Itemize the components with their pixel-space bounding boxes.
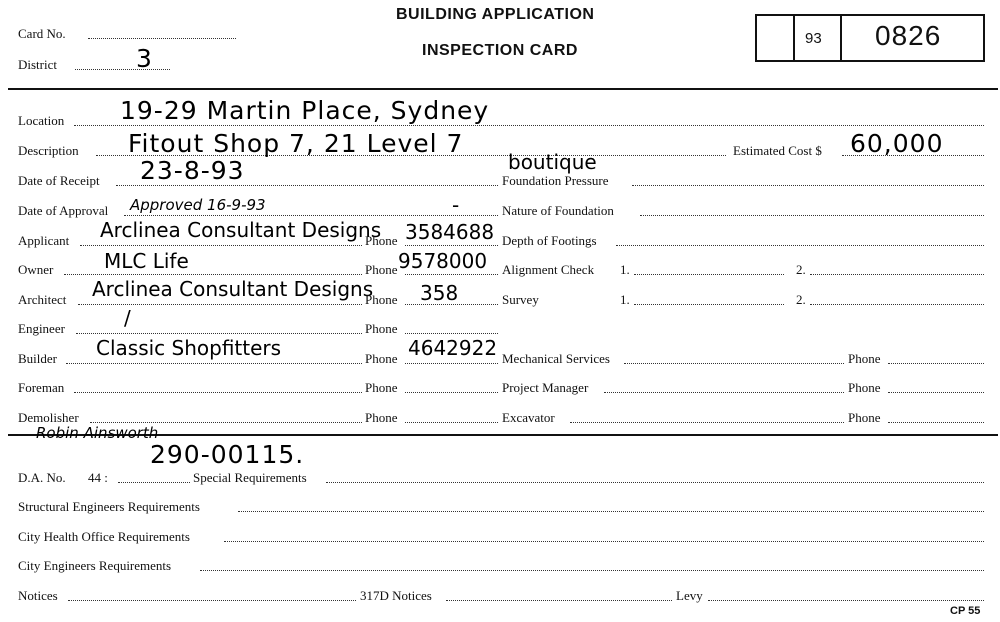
- excavator-phone-label: Phone: [848, 410, 881, 425]
- alignment-check-1-label: 1.: [620, 262, 630, 277]
- builder-phone-line: [405, 363, 498, 364]
- da-no-line: [118, 482, 190, 483]
- notices-label: Notices: [18, 588, 58, 603]
- depth-of-footings-line: [616, 245, 984, 246]
- applicant-phone-line: [405, 245, 498, 246]
- da-prefix: 44 :: [88, 470, 108, 485]
- levy-line: [708, 600, 984, 601]
- location-label: Location: [18, 113, 65, 128]
- mechanical-services-label: Mechanical Services: [502, 351, 610, 366]
- location-line: [74, 125, 984, 126]
- demolisher-label: Demolisher: [18, 410, 79, 425]
- excavator-phone-line: [888, 422, 984, 423]
- card-year: 93: [805, 30, 822, 47]
- card-no-label: Card No.: [18, 26, 66, 41]
- owner-phone-label: Phone: [365, 262, 398, 277]
- foundation-pressure-label: Foundation Pressure: [502, 173, 609, 188]
- project-manager-label: Project Manager: [502, 380, 589, 395]
- card-number: 0826: [875, 20, 942, 51]
- notices-line: [68, 600, 356, 601]
- city-health-label: City Health Office Requirements: [18, 529, 190, 544]
- architect-label: Architect: [18, 292, 67, 307]
- date-of-receipt-line: [116, 185, 498, 186]
- engineer-value: /: [124, 306, 131, 330]
- depth-of-footings-label: Depth of Footings: [502, 233, 597, 248]
- form-code: CP 55: [950, 605, 981, 617]
- special-requirements-label: Special Requirements: [193, 470, 307, 485]
- special-requirements-line: [326, 482, 984, 483]
- owner-line: [64, 274, 362, 275]
- city-engineers-line: [200, 570, 984, 571]
- estimated-cost-label: Estimated Cost $: [733, 143, 822, 158]
- approval-dash: -: [452, 193, 460, 217]
- header-separator: [8, 88, 998, 90]
- foundation-pressure-line: [632, 185, 984, 186]
- survey-label: Survey: [502, 292, 539, 307]
- alignment-check-2-label: 2.: [796, 262, 806, 277]
- date-of-approval-value: Approved 16-9-93: [130, 196, 266, 214]
- levy-label: Levy: [676, 588, 703, 603]
- mechanical-phone-line: [888, 363, 984, 364]
- alignment-check-label: Alignment Check: [502, 262, 595, 277]
- architect-phone-value: 358: [420, 281, 459, 305]
- structural-engineers-label: Structural Engineers Requirements: [18, 499, 200, 514]
- builder-value: Classic Shopfitters: [96, 336, 282, 360]
- signature: Robin Ainsworth: [36, 424, 159, 442]
- owner-phone-value: 9578000: [398, 249, 488, 273]
- survey-2-label: 2.: [796, 292, 806, 307]
- project-manager-line: [604, 392, 844, 393]
- applicant-phone-label: Phone: [365, 233, 398, 248]
- city-engineers-label: City Engineers Requirements: [18, 558, 172, 573]
- excavator-line: [570, 422, 844, 423]
- box-divider-2: [840, 14, 842, 62]
- foreman-label: Foreman: [18, 380, 65, 395]
- applicant-value: Arclinea Consultant Designs: [100, 218, 382, 242]
- excavator-label: Excavator: [502, 410, 555, 425]
- applicant-line: [80, 245, 362, 246]
- engineer-label: Engineer: [18, 321, 65, 336]
- owner-label: Owner: [18, 262, 54, 277]
- applicant-label: Applicant: [18, 233, 70, 248]
- description-value: Fitout Shop 7, 21 Level 7: [128, 129, 464, 158]
- mechanical-services-line: [624, 363, 844, 364]
- mechanical-phone-label: Phone: [848, 351, 881, 366]
- survey-1-label: 1.: [620, 292, 630, 307]
- location-value: 19-29 Martin Place, Sydney: [120, 96, 490, 125]
- description-label: Description: [18, 143, 79, 158]
- owner-value: MLC Life: [104, 249, 189, 273]
- notices-317d-label: 317D Notices: [360, 588, 432, 603]
- survey-2-line: [810, 304, 984, 305]
- structural-engineers-line: [238, 511, 984, 512]
- card-title-line1: BUILDING APPLICATION: [396, 6, 595, 23]
- engineer-line: [76, 333, 362, 334]
- district-label: District: [18, 57, 57, 72]
- architect-value: Arclinea Consultant Designs: [92, 277, 374, 301]
- builder-phone-label: Phone: [365, 351, 398, 366]
- foreman-line: [74, 392, 362, 393]
- demolisher-line: [90, 422, 362, 423]
- engineer-phone-line: [405, 333, 498, 334]
- date-of-approval-label: Date of Approval: [18, 203, 109, 218]
- date-of-receipt-value: 23-8-93: [140, 156, 245, 185]
- district-line: [75, 69, 170, 70]
- da-no-label: D.A. No.: [18, 470, 66, 485]
- card-number-box: [755, 14, 985, 62]
- project-manager-phone-line: [888, 392, 984, 393]
- architect-phone-label: Phone: [365, 292, 398, 307]
- notices-317d-line: [446, 600, 672, 601]
- survey-1-line: [634, 304, 784, 305]
- description-extra: boutique: [508, 150, 597, 174]
- owner-phone-line: [405, 274, 498, 275]
- foreman-phone-label: Phone: [365, 380, 398, 395]
- date-of-approval-line: [124, 215, 498, 216]
- estimated-cost-value: 60,000: [850, 129, 944, 158]
- builder-label: Builder: [18, 351, 57, 366]
- nature-of-foundation-label: Nature of Foundation: [502, 203, 614, 218]
- card-no-line: [88, 38, 236, 39]
- architect-line: [78, 304, 362, 305]
- alignment-check-1-line: [634, 274, 784, 275]
- applicant-phone-value: 3584688: [405, 220, 495, 244]
- demolisher-phone-label: Phone: [365, 410, 398, 425]
- builder-line: [66, 363, 362, 364]
- date-of-receipt-label: Date of Receipt: [18, 173, 100, 188]
- city-health-line: [224, 541, 984, 542]
- da-number-value: 290-00115.: [150, 440, 305, 469]
- builder-phone-value: 4642922: [408, 336, 498, 360]
- nature-of-foundation-line: [640, 215, 984, 216]
- alignment-check-2-line: [810, 274, 984, 275]
- card-title-line2: INSPECTION CARD: [422, 42, 578, 59]
- district-value: 3: [136, 44, 153, 73]
- demolisher-phone-line: [405, 422, 498, 423]
- engineer-phone-label: Phone: [365, 321, 398, 336]
- foreman-phone-line: [405, 392, 498, 393]
- project-manager-phone-label: Phone: [848, 380, 881, 395]
- box-divider-1: [793, 14, 795, 62]
